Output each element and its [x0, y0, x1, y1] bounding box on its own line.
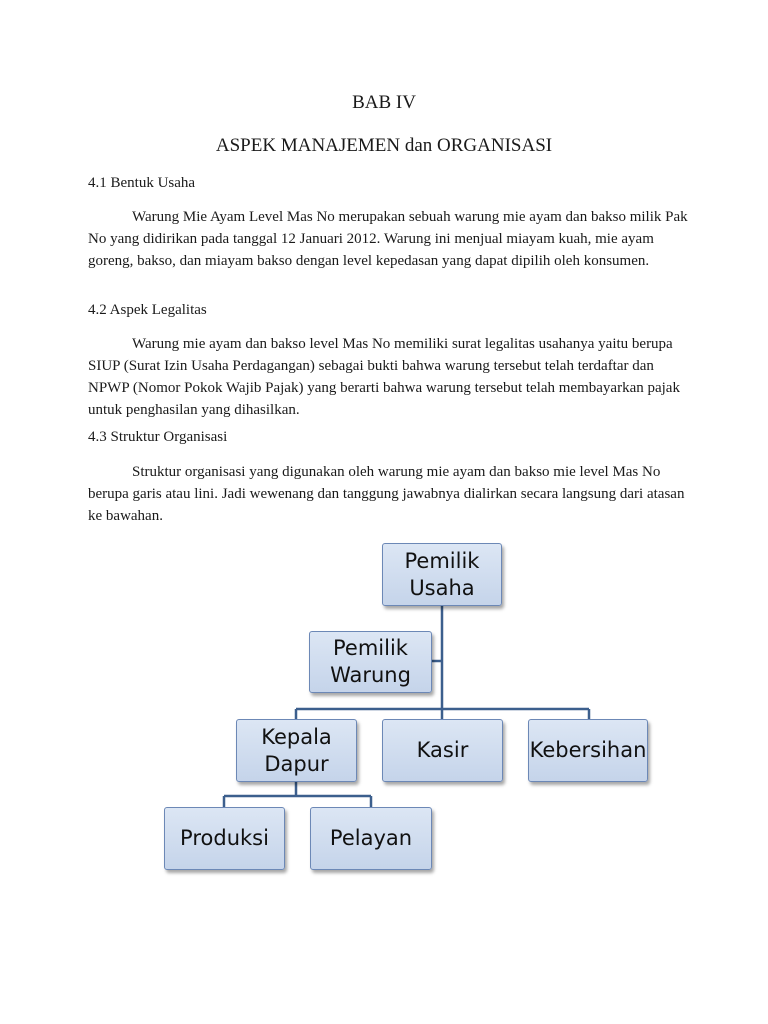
org-box-pelayan: Pelayan — [310, 807, 432, 870]
section-heading-4-2: 4.2 Aspek Legalitas — [88, 302, 207, 318]
org-box-kepala-dapur: Kepala Dapur — [236, 719, 357, 782]
chapter-title: ASPEK MANAJEMEN dan ORGANISASI — [215, 135, 553, 156]
section-heading-4-3: 4.3 Struktur Organisasi — [88, 429, 228, 445]
org-box-kebersihan: Kebersihan — [528, 719, 648, 782]
org-box-pemilik-usaha: Pemilik Usaha — [382, 543, 502, 606]
org-box-pemilik-warung: Pemilik Warung — [309, 631, 432, 693]
section-paragraph-4-2: Warung mie ayam dan bakso level Mas No memiliki surat legalitas usahanya yaitu berupa SIUP (Surat Izin Usaha Perdagangan) sebagai bukti bahwa warung tersebut telah terdaftar dan NPWP (Nomor Pokok Wajib Pajak) yang berarti bahwa warung tersebut telah membayarkan pajak untuk penghasilan yang dihasilkan. — [88, 336, 680, 418]
section-heading-4-1: 4.1 Bentuk Usaha — [88, 175, 196, 191]
section-paragraph-4-1: Warung Mie Ayam Level Mas No merupakan sebuah warung mie ayam dan bakso milik Pak No yang didirikan pada tanggal 12 Januari 2012. Warung ini menjual miayam kuah, mie ayam goreng, bakso, dan miayam bakso dengan level kepedasan yang dapat dipilih oleh konsumen. — [88, 209, 688, 269]
org-box-produksi: Produksi — [164, 807, 285, 870]
section-paragraph-4-3: Struktur organisasi yang digunakan oleh warung mie ayam dan bakso mie level Mas No berupa garis atau lini. Jadi wewenang dan tanggung jawabnya dialirkan secara langsung dari atasan ke bawahan. — [88, 464, 685, 524]
org-box-kasir: Kasir — [382, 719, 503, 782]
chapter-heading: BAB IV — [352, 92, 416, 113]
